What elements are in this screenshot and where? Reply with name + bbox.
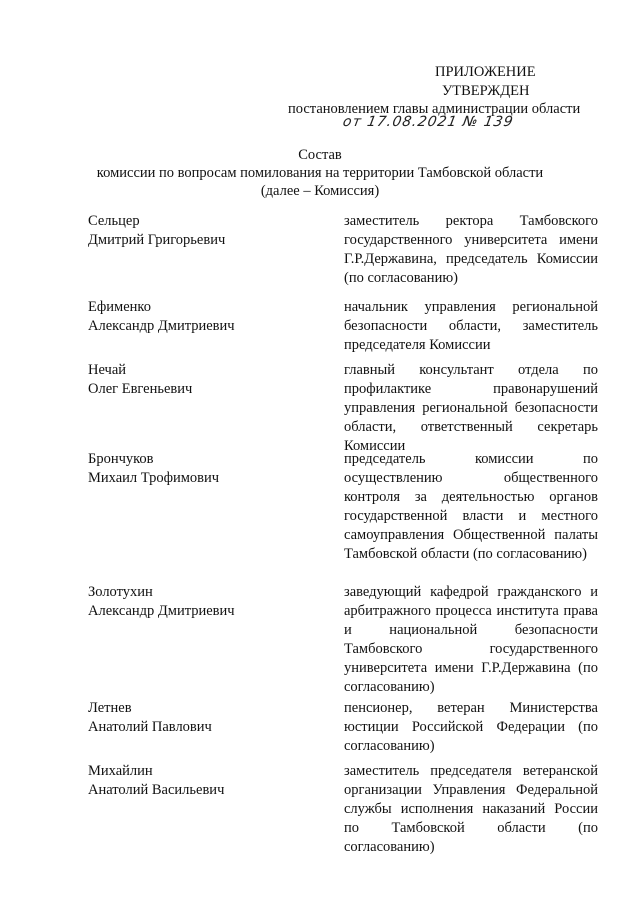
member-name [88,583,318,621]
member-name [88,298,318,336]
document-title: Состав [298,147,342,163]
member-name [88,450,318,488]
member-name [88,699,318,737]
member-name [88,361,318,399]
member-surname: Ефименко [88,299,151,315]
member-role: председатель комиссии по осуществлению общественного контроля за деятельностью органов государственной власти и местного самоуправления Общественной палаты Тамбовской области (по согласованию) [344,451,598,562]
member-role: заместитель председателя ветеранской организации Управления Федеральной службы исполнения наказаний России по Тамбовской области (по согласованию) [344,763,598,855]
approval-approved-label: УТВЕРЖДЕН [442,83,530,99]
member-role: заведующий кафедрой гражданского и арбитражного процесса института права и национальной безопасности Тамбовского государственного университета имени Г.Р.Державина (по согласованию) [344,584,598,695]
member-surname: Сельцер [88,213,140,229]
approval-resolution-label: постановлением главы администрации области [288,101,581,117]
member-surname: Михайлин [88,763,153,779]
member-surname: Нечай [88,362,127,378]
member-given-name: Олег Евгеньевич [88,381,193,397]
member-surname: Золотухин [88,584,153,600]
member-given-name: Михаил Трофимович [88,470,220,486]
member-role: пенсионер, ветеран Министерства юстиции Российской Федерации (по согласованию) [344,700,598,754]
member-surname: Летнев [88,700,132,716]
document-subtitle-note: (далее – Комиссия) [260,183,380,199]
approval-appendix-label: ПРИЛОЖЕНИЕ [435,64,536,80]
member-role: главный консультант отдела по профилактике правонарушений управления региональной безопасности области, ответственный секретарь Комиссии [344,362,598,454]
member-given-name: Анатолий Павлович [88,719,212,735]
document-subtitle: комиссии по вопросам помилования на территории Тамбовской области [96,165,544,181]
member-role: начальник управления региональной безопасности области, заместитель председателя Комиссии [344,299,598,353]
member-role: заместитель ректора Тамбовского государственного университета имени Г.Р.Державина, председатель Комиссии (по согласованию) [344,213,598,286]
member-given-name: Анатолий Васильевич [88,782,225,798]
member-given-name: Дмитрий Григорьевич [88,232,226,248]
member-given-name: Александр Дмитриевич [88,318,235,334]
member-given-name: Александр Дмитриевич [88,603,235,619]
member-name [88,762,318,800]
member-surname: Брончуков [88,451,154,467]
member-name [88,212,318,250]
handwritten-date-number: от 17.08.2021 № 139 [341,114,515,130]
